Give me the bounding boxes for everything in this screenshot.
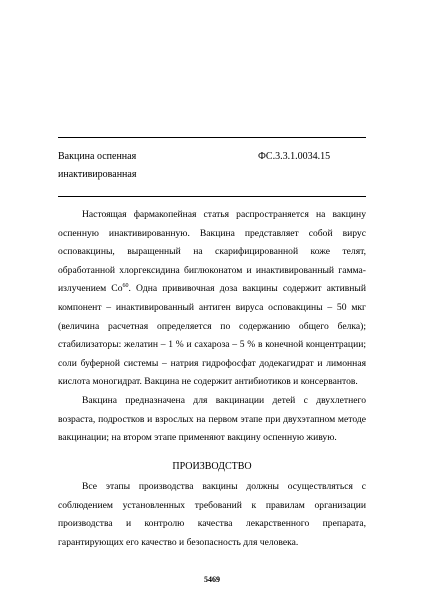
monograph-title-line2: инактивированная bbox=[58, 169, 137, 180]
purpose-paragraph: Вакцина предназначена для вакцинации детей с двухлетнего возраста, подростков и взрослых на первом этапе при двухэтапном методе вакцинации; на втором этапе применяют вакцину оспенную живую. bbox=[58, 395, 366, 444]
intro-text-before: Настоящая фармакопейная статья распространяется на вакцину оспенную инактивированную. Вакцина представляет собой вирус осповакцины, выращенный на скарифицированной коже телят, обработанной хлоргексидина биглюконатом и инактивированный гамма-излучением Co bbox=[58, 209, 366, 295]
section-heading-production: ПРОИЗВОДСТВО bbox=[172, 461, 252, 472]
header-top-rule bbox=[58, 137, 366, 138]
isotope-superscript: 60 bbox=[122, 283, 129, 290]
production-paragraph: Все этапы производства вакцины должны осуществляться с соблюдением установленных требований к правилам организации производства и контролю качества лекарственного препарата, гарантирующих его качество и безопасность для человека. bbox=[58, 481, 366, 548]
monograph-title-line1: Вакцина оспенная bbox=[58, 151, 137, 162]
page-number: 5469 bbox=[204, 575, 220, 584]
monograph-code: ФС.3.3.1.0034.15 bbox=[258, 151, 331, 162]
intro-text-after: . Одна прививочная доза вакцины содержит активный компонент – инактивированный антиген вируса осповакцины – 50 мкг (величина расчетная определяется по содержанию общего белка); стабилизаторы: желатин – 1 % и сахароза – 5 % в конечной концентрации; соли буферной системы – натрия гидрофосфат додекагидрат и лимонная кислота моногидрат. Вакцина не содержит антибиотиков и консервантов. bbox=[58, 283, 366, 388]
header-bottom-rule bbox=[58, 196, 366, 197]
intro-paragraph bbox=[58, 206, 366, 392]
monograph-title bbox=[58, 148, 136, 184]
